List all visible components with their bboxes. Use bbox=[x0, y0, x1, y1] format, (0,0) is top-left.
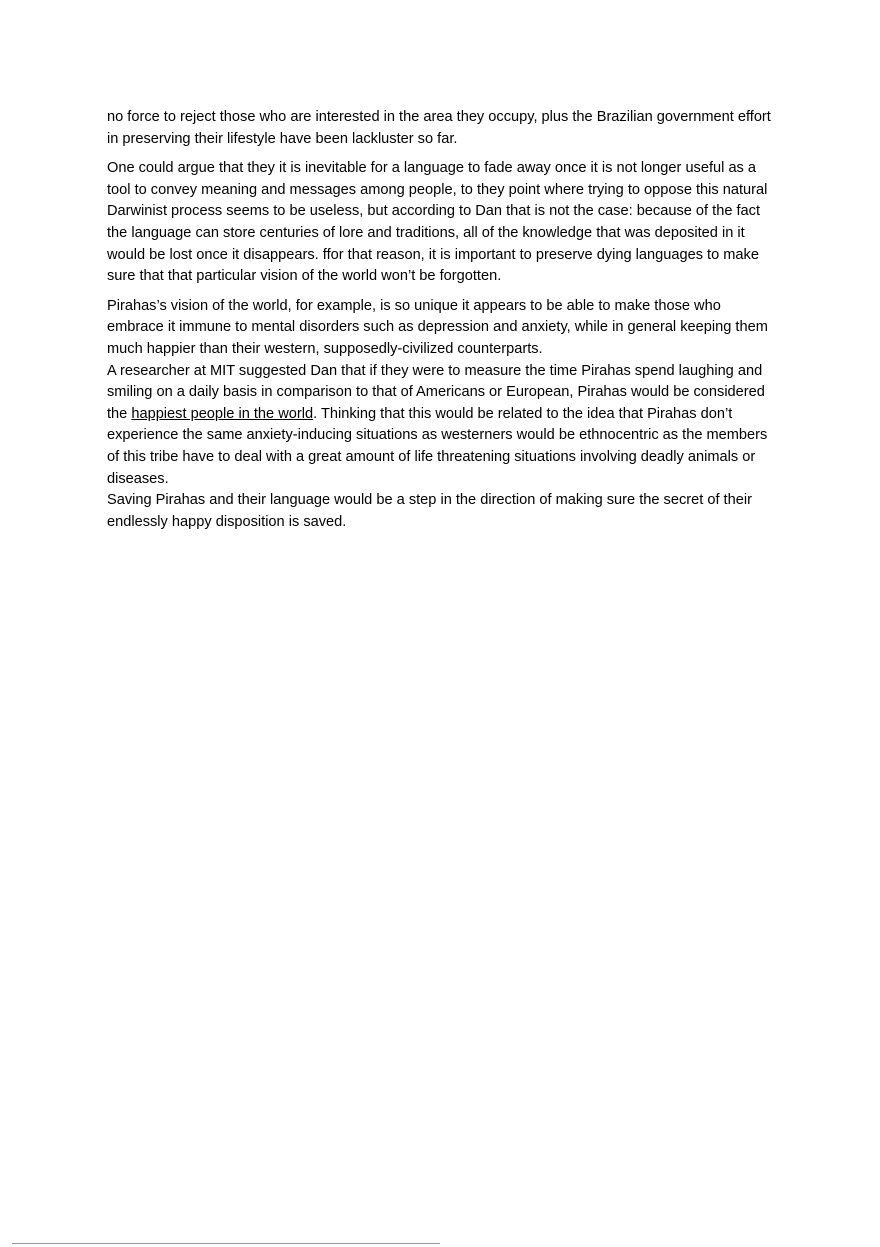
document-body bbox=[107, 107, 775, 533]
happiest-people-link[interactable]: happiest people in the world bbox=[131, 405, 314, 422]
paragraph-brazilian-government: no force to reject those who are interested in the area they occupy, plus the Brazilian government effort in preserving their lifestyle have been lackluster so far. bbox=[107, 109, 771, 147]
paragraph-mit-researcher bbox=[107, 361, 775, 491]
mit-text-after-link: . Thinking that this would be related to the idea that Pirahas don’t experience the same anxiety-inducing situations as westerners would be ethnocentric as the members of this tribe have to deal with a great amount of life threatening situations involving deadly animals or diseases. bbox=[107, 405, 768, 487]
paragraph-language-fading: One could argue that they it is inevitable for a language to fade away once it is not longer useful as a tool to convey meaning and messages among people, to they point where trying to oppose this natural Darwinist process seems to be useless, but according to Dan that is not the case: because of the fact the language can store centuries of lore and traditions, all of the knowledge that was deposited in it would be lost once it disappears. ffor that reason, it is important to preserve dying languages to make sure that that particular vision of the world won’t be forgotten. bbox=[107, 160, 768, 285]
paragraph-piraha-vision: Pirahas’s vision of the world, for example, is so unique it appears to be able to make those who embrace it immune to mental disorders such as depression and anxiety, while in general keeping them much happier than their western, supposedly-civilized counterparts. bbox=[107, 297, 768, 357]
mit-text-before-link: A researcher at MIT suggested Dan that if they were to measure the time Pirahas spend laughing and smiling on a daily basis in comparison to that of Americans or European, Pirahas would be considered the bbox=[107, 362, 765, 422]
paragraph-saving-pirahas: Saving Pirahas and their language would be a step in the direction of making sure the secret of their endlessly happy disposition is saved. bbox=[107, 492, 752, 530]
footnote-separator-line bbox=[12, 1243, 440, 1244]
